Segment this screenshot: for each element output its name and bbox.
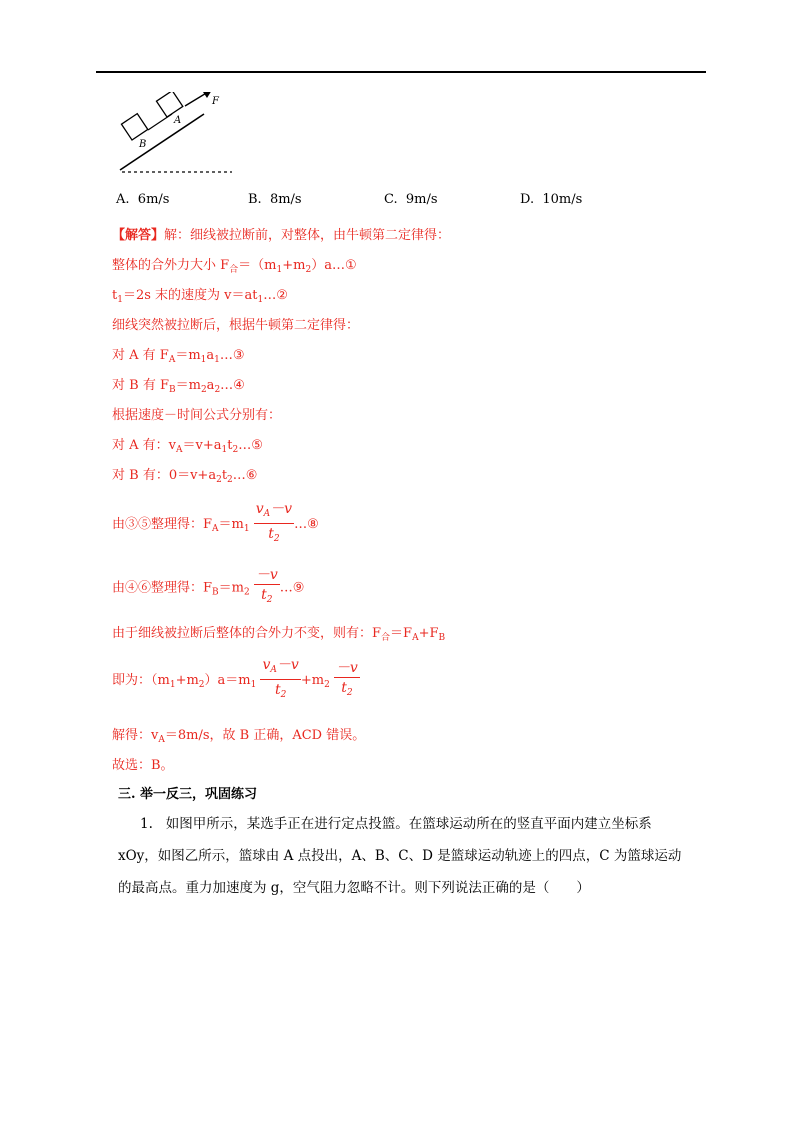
solution-line-11: 由④⑥整理得：$F_B=m_2$ $\frac{-v}{t_2}$ …⑨ [112, 566, 304, 610]
solution-line-6: 对 B 有 $F_B=m_2a_2\dots ④$ [112, 378, 245, 395]
solution-line-4: 细线突然被拉断后，根据牛顿第二定律得： [112, 318, 360, 333]
solution-line-10: 由③⑤整理得：$F_A=m_1$ $\frac{v_A-v}{t_2}$ …⑧ [112, 500, 319, 549]
solution-line-14: 解得：$v_A=8m/s$，故 B 正确，ACD 错误。 [112, 728, 366, 745]
solution-line-3: $t_1=2s$ 末的速度为 $v=at_1\dots ②$ [112, 288, 288, 305]
label-f: F [212, 96, 219, 107]
option-c[interactable]: C. 9m/s [384, 192, 438, 207]
solution-line-5: 对 A 有 $F_A=m_1a_1\dots ③$ [112, 348, 245, 365]
question-line-3: 的最高点。重力加速度为 g，空气阻力忽略不计。则下列说法正确的是（ ） [118, 880, 590, 896]
incline-diagram [112, 92, 232, 176]
fraction-va-minus-v-over-t2: $\frac{v_A-v}{t_2}$ [255, 501, 293, 544]
question-line-1: 1. 如图甲所示，某选手正在进行定点投篮。在篮球运动所在的竖直平面内建立坐标系 [140, 816, 652, 832]
fraction-minus-v-over-t2: $\frac{-v}{t_2}$ [255, 567, 278, 605]
block-b [121, 114, 147, 140]
option-d[interactable]: D. 10m/s [520, 192, 583, 207]
solution-line-13: 即为：$(m_1+m_2)a=m_1$ $\frac{v_A-v}{t_2}$ $+m_2$ $\frac{-v}{t_2}$ [112, 656, 360, 705]
label-b: B [139, 139, 147, 150]
option-b[interactable]: B. 8m/s [248, 192, 302, 207]
string-line [148, 114, 172, 130]
header-rule [96, 71, 706, 73]
solution-line-15: 故选：B。 [112, 758, 174, 773]
label-a: A [174, 115, 182, 126]
solution-line-7: 根据速度－时间公式分别有： [112, 408, 282, 423]
section-title: 三. 举一反三，巩固练习 [118, 787, 258, 802]
fraction-va-minus-v-over-t2-b: $\frac{v_A-v}{t_2}$ [262, 657, 299, 700]
solution-line-9: 对 B 有：$0=v+a_2t_2\dots ⑥$ [112, 468, 258, 485]
solution-line-8: 对 A 有：$v_A=v+a_1t_2\dots ⑤$ [112, 438, 263, 455]
solution-line-1: 【解答】解：细线被拉断前，对整体，由牛顿第二定律得： [112, 228, 451, 243]
fraction-minus-v-over-t2-b: $\frac{-v}{t_2}$ [335, 659, 358, 698]
solution-line-2: 整体的合外力大小 $F_合=(m_1+m_2)a\dots ①$ [112, 258, 357, 275]
solution-line-12: 由于细线被拉断后整体的合外力不变，则有：$F_合=F_A+F_B$ [112, 626, 446, 643]
question-line-2: xOy，如图乙所示，篮球由 A 点投出，A、B、C、D 是篮球运动轨迹上的四点，C 为篮球运动 [118, 848, 682, 864]
option-a[interactable]: A. 6m/s [116, 192, 170, 207]
block-a [156, 92, 182, 117]
